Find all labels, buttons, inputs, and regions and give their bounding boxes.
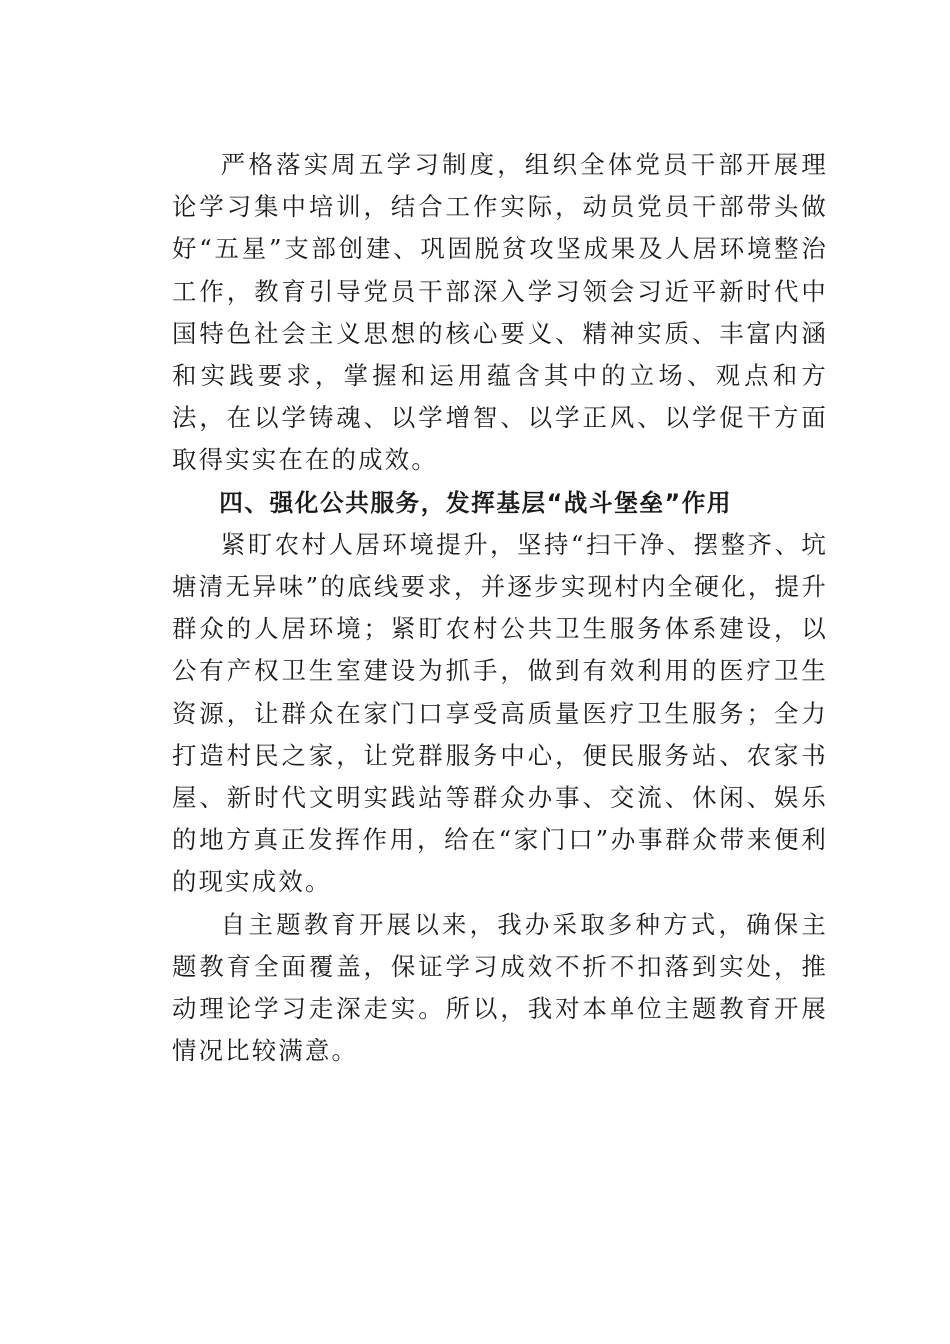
paragraph-conclusion: 自主题教育开展以来，我办采取多种方式，确保主题教育全面覆盖，保证学习成效不折不扣落到实处，推动理论学习走深走实。所以，我对本单位主题教育开展情况比较满意。 [172,909,828,1066]
document-body [172,144,828,1072]
paragraph-living-environment: 紧盯农村人居环境提升，坚持“扫干净、摆整齐、坑塘清无异味”的底线要求，并逐步实现村内全硬化，提升群众的人居环境；紧盯农村公共卫生服务体系建设，以公有产权卫生室建设为抓手，做到有效利用的医疗卫生资源，让群众在家门口享受高质量医疗卫生服务；全力打造村民之家，让党群服务中心，便民服务站、农家书屋、新时代文明实践站等群众办事、交流、休闲、娱乐的地方真正发挥作用，给在“家门口”办事群众带来便利的现实成效。 [172,529,828,897]
paragraph-study-system: 严格落实周五学习制度，组织全体党员干部开展理论学习集中培训，结合工作实际，动员党员干部带头做好“五星”支部创建、巩固脱贫攻坚成果及人居环境整治工作，教育引导党员干部深入学习领会习近平新时代中国特色社会主义思想的核心要义、精神实质、丰富内涵和实践要求，掌握和运用蕴含其中的立场、观点和方法，在以学铸魂、以学增智、以学正风、以学促干方面取得实实在在的成效。 [172,150,828,475]
section-heading-public-service: 四、强化公共服务，发挥基层“战斗堡垒”作用 [219,488,733,517]
